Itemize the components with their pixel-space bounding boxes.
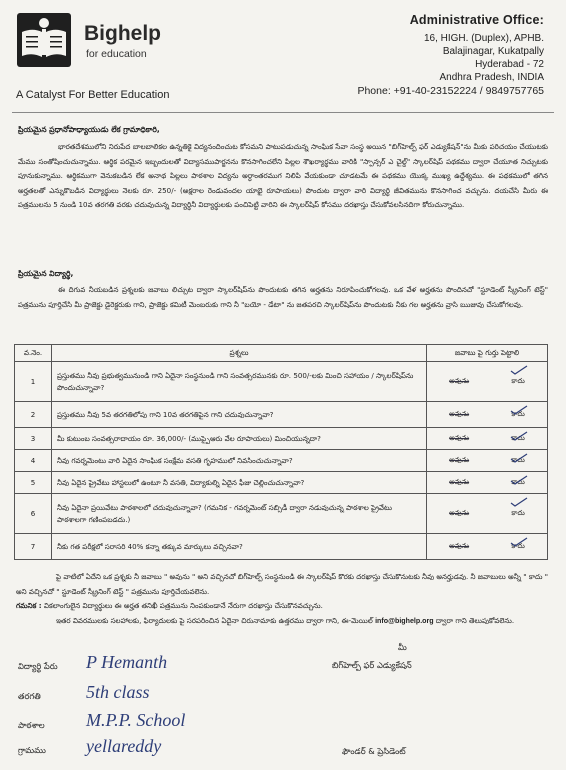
answer-yes[interactable]: అవును [449,376,470,385]
class-value[interactable]: 5th class [86,682,150,702]
table-row [15,534,548,560]
office-line: Hyderabad - 72 [475,59,544,70]
table-row [15,472,548,494]
row-question: ప్రస్తుతము నీవు ప్రభుత్వమునుండి గాని ఏదైనా సంస్థనుండి గాని సంవత్సరమునకు రూ. 500/-లకు మించి సహాయం / స్కాలర్‌షిప్‌ను పొందుచున్నావా? [52,362,427,402]
check-mark-icon [509,453,529,463]
answer-yes[interactable]: అవును [449,477,470,486]
answer-yes[interactable]: అవును [449,541,470,550]
office-phone: Phone: +91-40-23152224 / 9849757765 [357,85,544,97]
answer-cell[interactable] [427,472,548,494]
office-title: Administrative Office: [409,13,544,27]
intro-paragraph: భారతదేశములోని నిరుపేద బాలబాలికల ఉన్నతికై విద్యనందించుట కోసమని పాటుపడుచున్న సాంఘిక సేవా సంస్థ అయిన "బిగ్‌హెల్ప్ ఫర్ ఎడ్యుకేషన్"ను మీకు పరిచయం చేయుటకు మేము సంతోషించుచున్నాము. ఆర్థిక పరమైన ఇబ్బందులతో విద్యాసముపార్జనను కొనసాగించలేని పిల్లల శౌఖర్యార్థము వారికి "స్పాన్సర్ ఎ చైల్డ్" స్కాలర్‌షిప్ పథకము ద్వారా చేయూత నిచ్చుటకు పూనుకున్నాము. ఆర్థికముగా వెనుకబడిన లేక అనాథ పిల్లలు పాఠశాల విద్యను అర్ధాంతరముగ నిలిపి వేయకుండా చూడటమే ఈ పథకము యొక్క ముఖ్య ఉద్దేశ్యము. ఈ పథకములో తగిన అర్హతలతో ఎన్నుకొబడిన విద్యార్థులు నెలకు రూ. 250/- (అక్షరాల రెండువందల యాభై రూపాయలు) పొందుట ద్వారా వారి విద్యార్థి జీవితమును కొనసాగించ వచ్చును. దయచేసి మీరు ఈ పత్రములను 5 నుండి 10వ తరగతి వరకు చదువుచున్న విద్యార్థినీ విద్యార్థులకు పంచిపెట్టి వారిని ఈ స్కాలర్‌షిప్ కోసము దరఖాస్తు చేసుకోవలసినదిగా కోరుచున్నాము. [18,142,548,209]
col-answer-header: జవాబు పై గుర్తు పెట్టాలి [427,345,548,362]
bighelp-logo-icon [14,10,74,70]
name-label: విద్యార్థి పేరు [18,661,58,671]
row-number: 4 [15,450,52,472]
answer-no[interactable]: కాదు [511,409,525,418]
row-question: నీకు గత పరీక్షలో సరాసరి 40% కన్నా తక్కువ మార్కులు వచ్చినవా? [52,534,427,560]
brand-name: Bighelp [84,22,161,45]
contact-end: ద్వారా గాని తెలుపుకోవలెను. [435,615,515,625]
contact-note [16,614,548,629]
eligibility-note: పై వాటిలో ఏదేని ఒక ప్రశ్నకు నీ జవాబు " అవును " అని వచ్చినచో బిగ్‌హెల్ప్ సంస్థనుండి ఈ స్కాలర్‌షిప్ కొరకు దరఖాస్తు చేసుకొనుటకు నీవు అనర్హుడవు. నీ జవాబులు అన్నీ " కాదు " అని వచ్చినచో " స్టూడెంట్ స్క్రీనింగ్ టెస్ట్ " పత్రమును పూర్తిచేయవలెను. [16,572,548,596]
row-number: 6 [15,494,52,534]
check-mark-icon [509,537,529,547]
answer-cell[interactable] [427,428,548,450]
row-question: నీవు గవర్నమెంటు వారి ఏదైన సాంఘిక సంక్షేమ వసతి గృహములో నివసించుచున్నావా? [52,450,427,472]
answer-yes[interactable]: అవును [449,409,470,418]
answer-cell[interactable] [427,362,548,402]
check-mark-icon [509,365,529,375]
email-link[interactable]: info@bighelp.org [375,616,434,625]
check-mark-icon [509,497,529,507]
remark [16,599,548,614]
row-question: మీ కుటుంబ సంవత్సరాదాయం రూ. 36,000/- (ముప్పైఆరు వేల రూపాయలు) మించియున్నదా? [52,428,427,450]
name-value[interactable]: P Hemanth [86,652,168,672]
check-mark-icon [509,431,529,441]
header-divider [12,112,554,113]
answer-no[interactable]: కాదు [511,433,525,442]
school-label: పాఠశాల [18,720,45,730]
answer-no[interactable]: కాదు [511,508,525,517]
office-line: 16, HIGH. (Duplex), APHB. [423,33,544,44]
table-row [15,402,548,428]
sign-role: ఫౌండర్ & ప్రెసిడెంట్ [342,746,406,756]
check-mark-icon [509,405,529,415]
row-number: 2 [15,402,52,428]
answer-yes[interactable]: అవును [449,508,470,517]
brand-subtitle: for education [86,48,147,60]
table-row [15,450,548,472]
table-row [15,362,548,402]
remark-label: గమనిక : [16,601,42,610]
village-value[interactable]: yellareddy [86,736,162,756]
answer-yes[interactable]: అవును [449,433,470,442]
sign-yours: మీ [398,642,407,652]
col-question-header: ప్రశ్నలు [52,345,427,362]
salutation: ప్రియమైన ప్రధానోపాధ్యాయుడు లేక గ్రామాధికారి, [18,125,160,134]
answer-cell[interactable] [427,534,548,560]
row-question: నీవు ఏదైన ప్రైవేటు హాస్టలులో ఉంటూ నీ వసతి, విద్యాకుల్ని ఏదైన ఫీజు చెల్లించుచున్నావా? [52,472,427,494]
office-line: Balajinagar, Kukatpally [442,46,544,57]
village-label: గ్రామము [18,745,46,755]
row-question: నీవు ఏదైనా ప్రయివేటు పాఠశాలలో చదువుచున్నావా? (గమనిక - గవర్నమెంట్ సబ్సిడీ ద్వారా నడువుచున్న పాఠశాల ప్రైవేటు పాఠశాలగా గణింపబడదు.) [52,494,427,534]
table-row [15,428,548,450]
eligibility-table [14,344,548,560]
row-number: 1 [15,362,52,402]
tagline: A Catalyst For Better Education [16,89,170,101]
row-number: 3 [15,428,52,450]
remark-text: వికలాంగులైన విద్యార్థులు ఈ అర్హత తనిఖీ పత్రమును నింపకుండానే నేరుగా దరఖాస్తు చేసుకొనవచ్చును. [43,601,323,610]
answer-no[interactable]: కాదు [511,455,525,464]
class-label: తరగతి [18,691,41,701]
row-number: 5 [15,472,52,494]
contact-text: ఇతర వివరములకు సలహాలకు, ఫిర్యాదులకు పై సరపరించిన ఏదైనా చిరునామాకు ఉత్తరము ద్వారా గాని, ఈ-మెయిల్ [56,615,373,625]
answer-cell[interactable] [427,450,548,472]
answer-no[interactable]: కాదు [511,477,525,486]
footer-notes [16,570,548,628]
school-value[interactable]: M.P.P. School [86,710,186,730]
answer-no[interactable]: కాదు [511,376,525,385]
office-line: Andhra Pradesh, INDIA [439,72,544,83]
table-row [15,494,548,534]
answer-no[interactable]: కాదు [511,541,525,550]
answer-cell[interactable] [427,402,548,428]
office-address [357,14,544,98]
student-salutation: ప్రియమైన విద్యార్థి, [18,269,74,278]
student-paragraph: ఈ దిగువ నీయబడిన ప్రశ్నలకు జవాబు లిచ్చుట ద్వారా స్కాలర్‌షిప్‌ను పొందుటకు తగిన అర్హతను నిరూపించుకోగలవు. ఒక వేళ అర్హతను పొందినచో "స్టూడెంట్ స్క్రీనింగ్ టెస్ట్" పత్రమును పూర్తిచేసి మీ ప్రాజెక్టు డైరెక్టరుకు గాని, ప్రాజెక్టు కమిటీ మెంబరుకు గాని నీ "బయో - డేటా" ను జతపరచి స్కాలర్‌షిప్‌ను పొందుటకు నీకు గల అర్హతను వ్రాసి ఋజువు చేసుకోగలవు. [18,285,548,309]
row-question: ప్రస్తుతము నీవు 5వ తరగతిలోపు గాని 10వ తరగతిపైన గాని చదువుచున్నావా? [52,402,427,428]
answer-cell[interactable] [427,494,548,534]
row-number: 7 [15,534,52,560]
answer-yes[interactable]: అవును [449,455,470,464]
sign-org: బిగ్‌హెల్ప్ ఫర్ ఎడ్యుకేషన్ [332,660,412,670]
check-mark-icon [509,475,529,485]
col-serial-header: వ.నెం. [15,345,52,362]
